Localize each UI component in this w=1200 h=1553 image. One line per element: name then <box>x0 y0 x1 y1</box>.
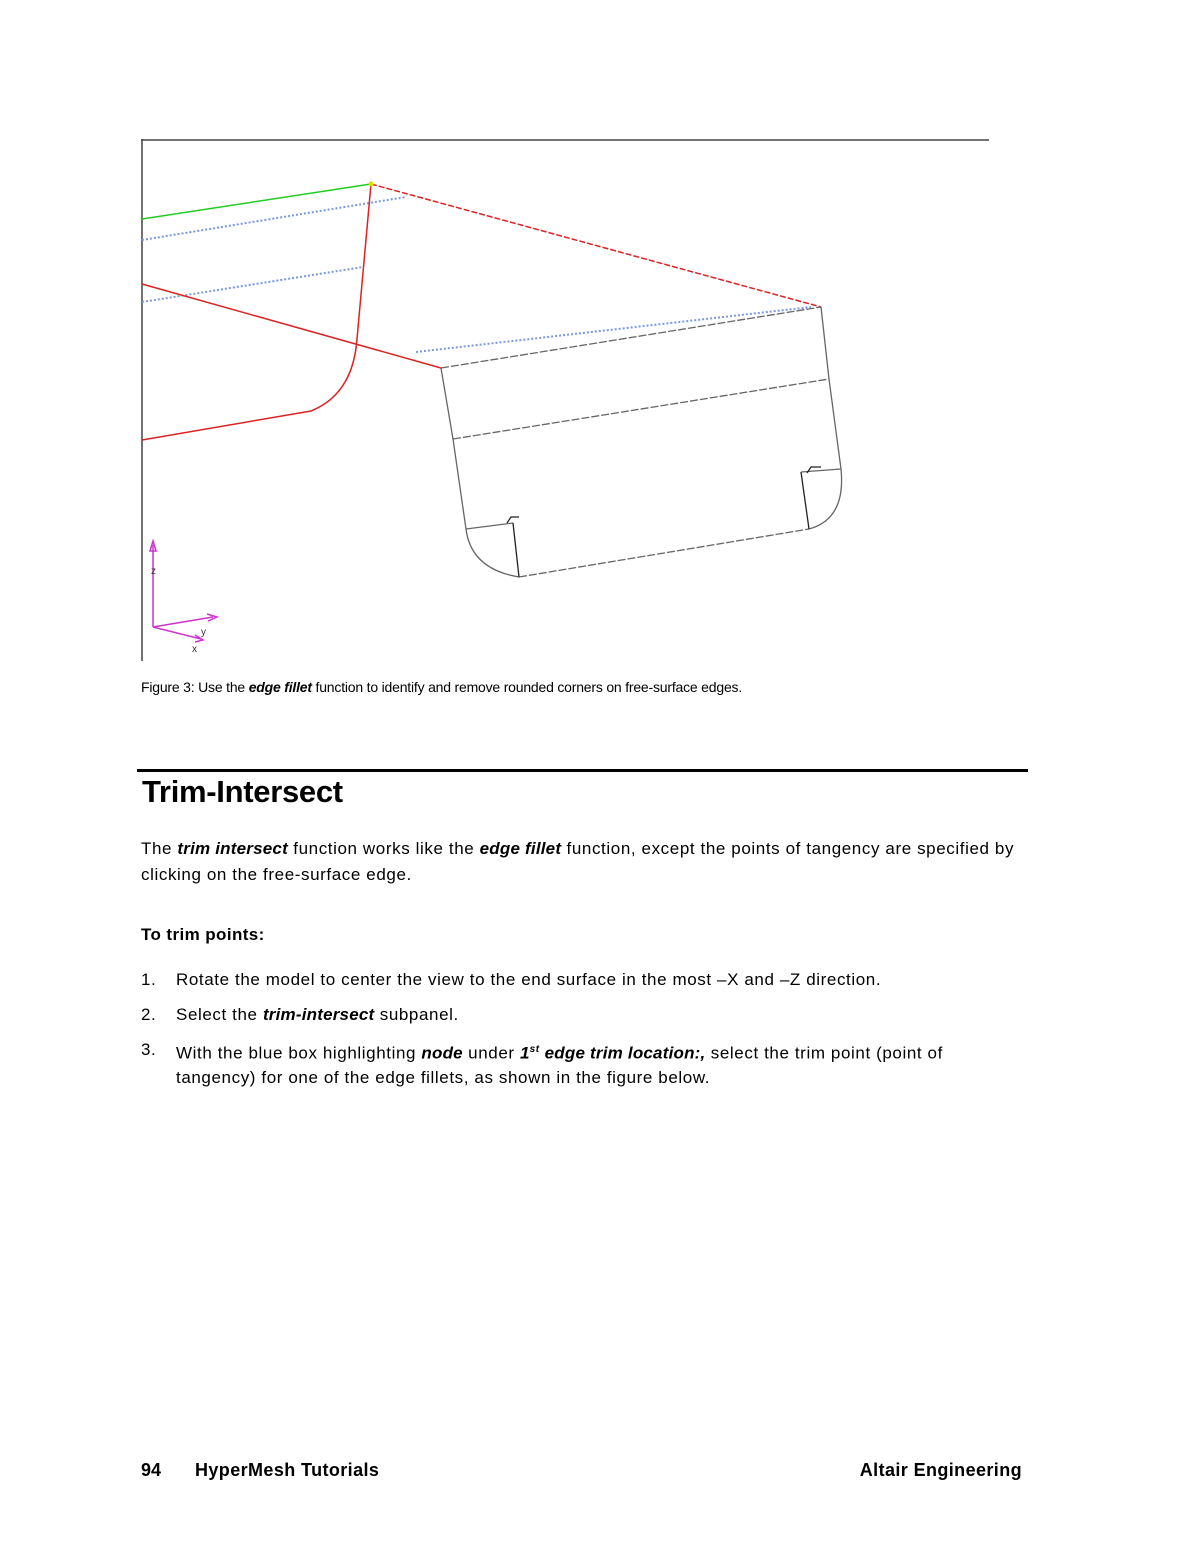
page-number: 94 <box>141 1460 162 1480</box>
dotted-edge-2 <box>142 267 363 302</box>
figure-3 <box>141 139 989 661</box>
step-text: select the trim point (point of tangency) for one of the edge fillets, as shown in the figure below. <box>176 1043 943 1087</box>
node-marker <box>369 182 374 187</box>
axis-triad <box>150 541 217 642</box>
step-number: 3. <box>141 1040 157 1059</box>
step-emphasis: edge trim location:, <box>539 1043 706 1063</box>
procedure-heading: To trim points: <box>141 925 265 944</box>
intro-text-2: function works like the <box>287 839 480 858</box>
caption-prefix: Figure 3: Use the <box>141 679 249 695</box>
axis-label-z: z <box>151 566 156 577</box>
dotted-edge-3 <box>416 307 811 352</box>
intro-text-3: function, except the points of tangency are specified by clicking on the free-surface edge. <box>141 839 1015 884</box>
footer-book-title: HyperMesh Tutorials <box>195 1460 380 1480</box>
red-edge-top <box>371 184 821 307</box>
step-text: under <box>462 1043 520 1063</box>
step-text: Select the <box>176 1005 263 1024</box>
caption-emphasis: edge fillet <box>248 679 312 695</box>
step-3 <box>141 1038 1021 1090</box>
red-edge-diagonal <box>142 284 441 368</box>
axis-label-y: y <box>201 627 206 638</box>
section-divider <box>137 769 1028 772</box>
step-1 <box>141 968 1021 992</box>
step-2 <box>141 1003 1021 1027</box>
step-emphasis: 1 <box>519 1043 530 1063</box>
step-text: Rotate the model to center the view to the end surface in the most –X and –Z direction. <box>176 970 882 989</box>
end-surface-mesh <box>441 307 842 577</box>
red-fillet-edge <box>142 184 371 440</box>
step-superscript: st <box>529 1044 540 1055</box>
intro-paragraph <box>141 836 1021 888</box>
footer-company: Altair Engineering <box>859 1460 1022 1480</box>
caption-suffix: function to identify and remove rounded corners on free-surface edges. <box>311 679 743 695</box>
intro-emph-1: trim intersect <box>177 839 288 858</box>
model-viewport <box>141 139 989 661</box>
step-emphasis: trim-intersect <box>262 1005 375 1024</box>
intro-text-1: The <box>141 839 178 858</box>
step-emphasis: node <box>421 1043 463 1063</box>
step-number: 1. <box>141 970 157 989</box>
procedure-steps <box>141 968 1021 1101</box>
step-number: 2. <box>141 1005 157 1024</box>
step-text: subpanel. <box>374 1005 459 1024</box>
step-text: With the blue box highlighting <box>176 1043 422 1063</box>
figure-caption <box>141 679 742 695</box>
green-free-edge <box>142 184 371 219</box>
intro-emph-2: edge fillet <box>479 839 562 858</box>
axis-label-x: x <box>192 644 197 655</box>
section-heading: Trim-Intersect <box>142 774 343 809</box>
